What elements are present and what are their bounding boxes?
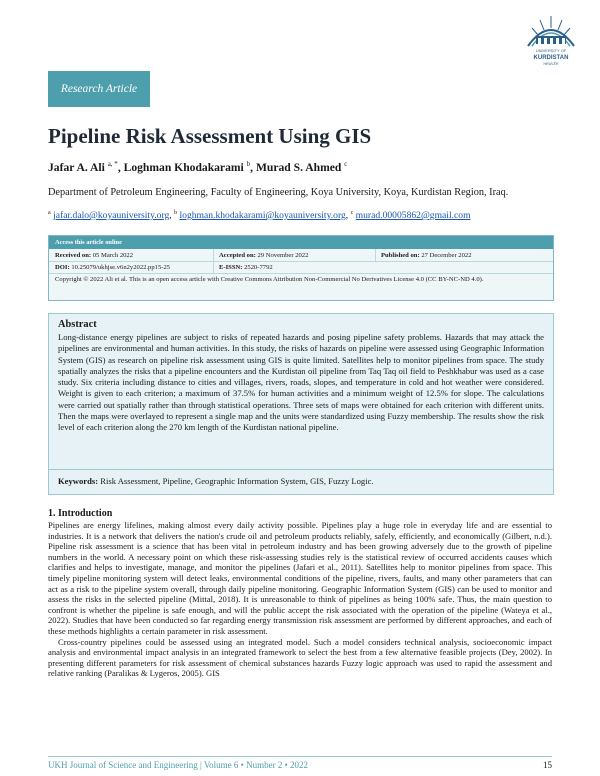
email-sup: b: [174, 210, 178, 216]
logo-line2: KURDISTAN: [533, 55, 569, 61]
logo-emblem-icon: [520, 8, 582, 70]
email-link[interactable]: murad.00005862@gmail.com: [355, 210, 471, 222]
email-link[interactable]: loghman.khodakarami@koyauniversity.org: [179, 210, 346, 222]
author-name: Jafar A. Ali: [48, 160, 105, 174]
affiliation: Department of Petroleum Engineering, Faculty of Engineering, Koya University, Koya, Kurdistan Region, Iraq.: [48, 187, 509, 198]
abstract-box: [48, 313, 554, 495]
email-sup: c: [350, 210, 354, 216]
email-link[interactable]: jafar.dalo@koyauniversity.org: [53, 210, 170, 222]
eissn-label: E-ISSN:: [219, 264, 243, 271]
paper-title: Pipeline Risk Assessment Using GIS: [48, 124, 372, 148]
doi-label: DOI:: [55, 264, 70, 271]
received-date: [55, 252, 133, 259]
keywords-divider: [49, 469, 553, 470]
page-number: 15: [543, 760, 552, 770]
author-separator: ,: [250, 160, 256, 174]
keywords: [58, 476, 374, 486]
article-type-badge: Research Article: [48, 71, 150, 107]
abstract-heading: Abstract: [58, 319, 97, 330]
section-heading-introduction: 1. Introduction: [48, 508, 113, 519]
article-info-box: [48, 235, 554, 301]
paragraph: Cross-country pipelines could be assessed using an integrated model. Such a model considers technical analysis, socioeconomic impact analysis and environmental impact analysis in an integrated framework to select the best from a few alternative feasible projects (Dey, 2002). In presenting different parameters for risk assessment of chemical substances hazards Fuzzy logic approach was used to rapid the assessment and relative ranking (Paralikas & Lygeros, 2005). GIS: [48, 636, 552, 679]
doi-value[interactable]: 10.25079/ukhjse.v6n2y2022.pp15-25: [71, 264, 171, 271]
info-box-header: Access this article online: [49, 236, 553, 249]
author-affil-sup: b: [246, 160, 251, 168]
accepted-label: Accepted on:: [219, 252, 256, 259]
university-logo: [520, 8, 582, 70]
author-affil-sup: c: [344, 160, 348, 168]
accepted-date: [219, 252, 308, 259]
received-value: 05 March 2022: [92, 252, 134, 259]
email-separator: ,: [345, 210, 351, 222]
journal-footer: UKH Journal of Science and Engineering | Volume 6 • Number 2 • 2022: [48, 760, 308, 770]
accepted-value: 29 November 2022: [257, 252, 309, 259]
logo-line3: HEWLÊR: [543, 62, 559, 66]
author-separator: ,: [117, 160, 124, 174]
received-label: Received on:: [55, 252, 92, 259]
published-date: [381, 252, 472, 259]
keywords-label: Keywords:: [58, 476, 99, 486]
author-affil-sup: a, *: [107, 160, 118, 168]
doi: [55, 264, 170, 271]
paragraph: Pipelines are energy lifelines, making almost every daily activity possible. Pipelines play a huge role in everyday life and are essential to industries. It is a network that delivers the nation's crude oil and petroleum products reliably, safely, efficiently, and economically (Gilbert, n.d.). Pipeline risk assessment is a science that has been vital in petroleum industry and has been growing adversely due to the growth of pipeline numbers in the world. A necessary point on which these risk-assessing studies rely is the statistical review of occurred accidents causes which clarifies and helps to investigate, manage, and monitor the pipelines (Jafari et al., 2011). Satellites help to monitor pipelines from space. This timely pipeline monitoring system will detect leaks, environmental conditions of the pipeline, rivers, faults, and many other parameters that can act as a risk to the pipeline system overall, through daily pipeline monitoring. Geographic Information System (GIS) can be used to monitor and assess the risks in the selected pipeline (Mittal, 2018). It is unreasonable to think of pipelines as being 100% safe. Thus, the main question to confront is whether the pipeline is safe enough, and will the public accept the risk associated with the operation of the pipeline (Wateya et al., 2022). Studies that have been conducted so far regarding energy transmission risk assessment are performed by different approaches, and each of these methods highlights a certain parameter in risk assessment.: [48, 520, 552, 636]
published-label: Published on:: [381, 252, 420, 259]
author-name: Loghman Khodakarami: [123, 160, 244, 174]
introduction-body: [48, 520, 552, 679]
abstract-text: Long-distance energy pipelines are subject to risks of repeated hazards and posing pipeline safety problems. Hazards that may attack the pipelines are environmental and human activities. In this study, the risks of hazards on pipeline were assessed using Geographic Information System (GIS) as research on pipeline risk assessment using GIS is quite limited. Satellites help to monitor pipelines from space. The study spatially analyzes the risks that a pipeline encounters and the Kurdistan oil pipeline from Taq Taq oil field to Peshkhabur was used as a case study. Six criteria including distance to cities and villages, rivers, roads, slopes, and temperature in cold and hot weather were considered. Weight is given to each criterion; a maximum of 37.5% for human activities and a minimum weight of 12.5% for slope. The calculations were carried out spatially rather than through statistical operations. Three sets of maps were obtained for each criterion with different units. Then the maps were overlayed to represent a single map and the units were standardized using Fuzzy membership. The results show the risk level of each criterion along the 270 km length of the Kurdistan national pipeline.: [58, 332, 544, 433]
author-emails: [48, 210, 471, 221]
footer-divider: [48, 756, 552, 757]
logo-line1: UNIVERSITY OF: [535, 48, 567, 53]
email-separator: ,: [169, 210, 175, 222]
author-name: Murad S. Ahmed: [255, 160, 342, 174]
email-sup: a: [48, 210, 51, 216]
copyright-notice: Copyright © 2022 Ali et al. This is an open access article with Creative Commons Attribution Non-Commercial No Derivatives License 4.0 (CC BY-NC-ND 4.0).: [55, 276, 484, 283]
eissn-value: 2520-7792: [244, 264, 273, 271]
eissn: [219, 264, 273, 271]
author-list: [48, 160, 347, 174]
keywords-value: Risk Assessment, Pipeline, Geographic Information System, GIS, Fuzzy Logic.: [100, 476, 374, 486]
published-value: 27 December 2022: [421, 252, 472, 259]
